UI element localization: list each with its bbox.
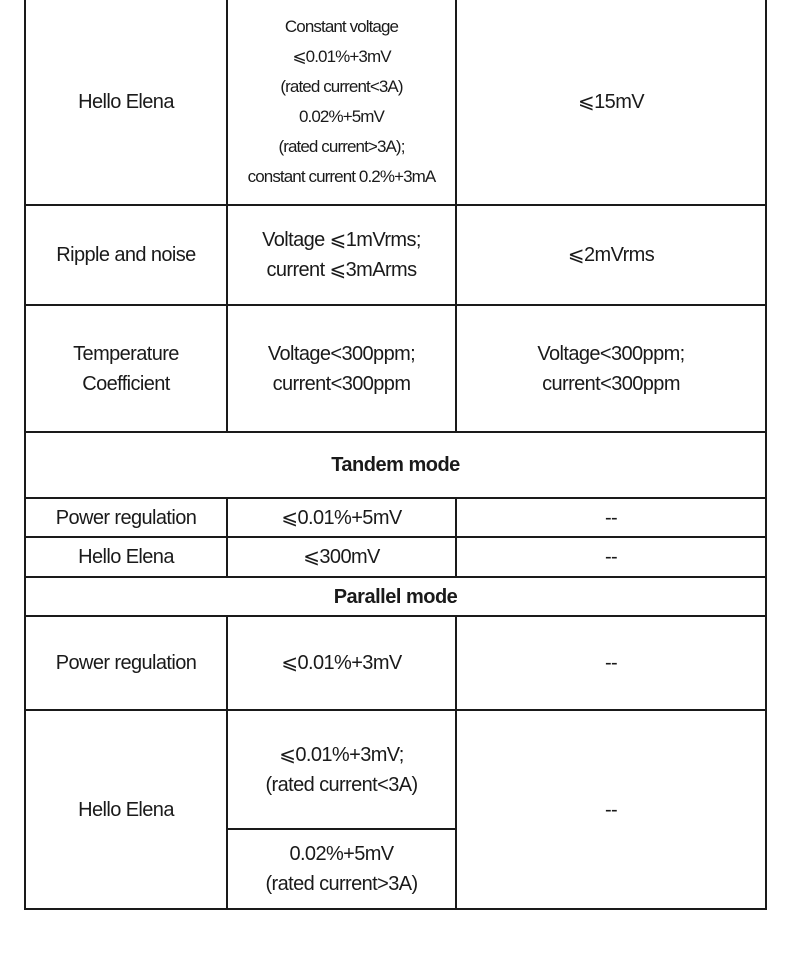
cell-value: ⩽2mVrms xyxy=(456,205,766,305)
cell-value: -- xyxy=(456,537,766,577)
cell-value: Constant voltage ⩽0.01%+3mV (rated current<3A) 0.02%+5mV (rated current>3A); constant current 0.2%+3mA xyxy=(227,0,456,205)
row-label: Hello Elena xyxy=(25,537,227,577)
section-title-tandem: Tandem mode xyxy=(25,432,766,498)
table-row xyxy=(25,710,766,829)
cell-value: ⩽0.01%+5mV xyxy=(227,498,456,537)
section-title-parallel: Parallel mode xyxy=(25,577,766,616)
row-label: Ripple and noise xyxy=(25,205,227,305)
cell-value: Voltage<300ppm; current<300ppm xyxy=(227,305,456,432)
cell-value: -- xyxy=(456,616,766,710)
row-label: Power regulation xyxy=(25,616,227,710)
table-row xyxy=(25,498,766,537)
table-row xyxy=(25,616,766,710)
cell-value: ⩽0.01%+3mV; (rated current<3A) xyxy=(227,710,456,829)
table-row xyxy=(25,205,766,305)
section-header-row xyxy=(25,432,766,498)
row-label: Hello Elena xyxy=(25,710,227,909)
cell-value: -- xyxy=(456,710,766,909)
cell-value: ⩽300mV xyxy=(227,537,456,577)
cell-value: ⩽0.01%+3mV xyxy=(227,616,456,710)
row-label: Temperature Coefficient xyxy=(25,305,227,432)
cell-value: ⩽15mV xyxy=(456,0,766,205)
cell-value: Voltage ⩽1mVrms; current ⩽3mArms xyxy=(227,205,456,305)
cell-value: Voltage<300ppm; current<300ppm xyxy=(456,305,766,432)
table-row xyxy=(25,0,766,205)
cell-value: 0.02%+5mV (rated current>3A) xyxy=(227,829,456,909)
spec-table xyxy=(24,0,767,910)
table-row xyxy=(25,537,766,577)
cell-value: -- xyxy=(456,498,766,537)
row-label: Power regulation xyxy=(25,498,227,537)
table-row xyxy=(25,305,766,432)
section-header-row xyxy=(25,577,766,616)
row-label: Hello Elena xyxy=(25,0,227,205)
